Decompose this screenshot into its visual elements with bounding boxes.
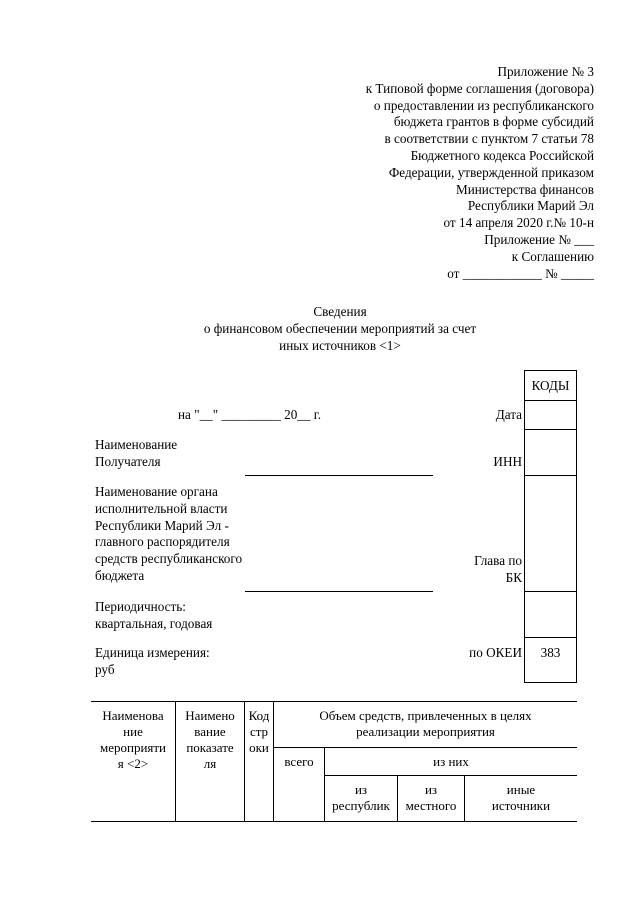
appendix-line: Министерства финансов [455,181,594,197]
inn-label: ИНН [493,454,522,469]
header-total: всего [274,748,325,822]
okei-code: 383 [540,645,561,660]
appendix-line: Республики Марий Эл [467,198,594,214]
appendix-header [294,64,594,282]
appendix-line: к Соглашению [511,248,594,264]
financing-table [91,701,577,822]
appendix-line: к Типовой форме соглашения (договора) [365,80,594,96]
appendix-line: от 14 апреля 2020 г.№ 10-н [443,215,594,231]
report-date-line: на "__" _________ 20__ г. [178,407,321,422]
organ-field-line [245,591,433,592]
date-label: Дата [495,407,522,422]
codes-header: КОДЫ [531,378,570,393]
appendix-line: Приложение № ___ [484,231,594,247]
periodicity-label: Периодичность: квартальная, годовая [95,599,213,631]
title-line: Сведения [313,304,367,319]
appendix-line: о предоставлении из республиканского [373,97,594,113]
header-volume: Объем средств, привлеченных в целях реализации мероприятия [274,702,578,748]
appendix-line: Приложение № 3 [497,64,594,79]
header-republic: из республик [325,776,398,822]
glava-label: Глава по БК [474,553,522,585]
recipient-label: Наименование Получателя [95,437,178,469]
appendix-line: в соответствии с пунктом 7 статьи 78 [384,131,594,147]
header-event-name: Наименова ние мероприяти я <2> [91,702,176,822]
appendix-line: от ____________ № _____ [447,265,594,281]
document-title [150,304,530,354]
unit-label: Единица измерения: руб [95,645,210,677]
header-indicator-name: Наимено вание показате ля [176,702,245,822]
appendix-line: бюджета грантов в форме субсидий [393,114,594,130]
okei-label: по ОКЕИ [469,645,522,660]
header-local: из местного [398,776,465,822]
organ-label: Наименование органа исполнительной власти Республики Марий Эл - главного распорядителя средств республиканского бюджета [95,484,243,583]
recipient-field-line [245,475,433,476]
header-other: иные источники [465,776,578,822]
codes-column [524,400,577,683]
header-of-which: из них [325,748,578,776]
header-row-code: Код стр оки [245,702,274,822]
title-line: о финансовом обеспечении мероприятий за счет [203,320,477,336]
title-line: иных источников <1> [279,337,401,353]
appendix-line: Федерации, утвержденной приказом [388,164,594,180]
appendix-line: Бюджетного кодекса Российской [410,147,594,163]
